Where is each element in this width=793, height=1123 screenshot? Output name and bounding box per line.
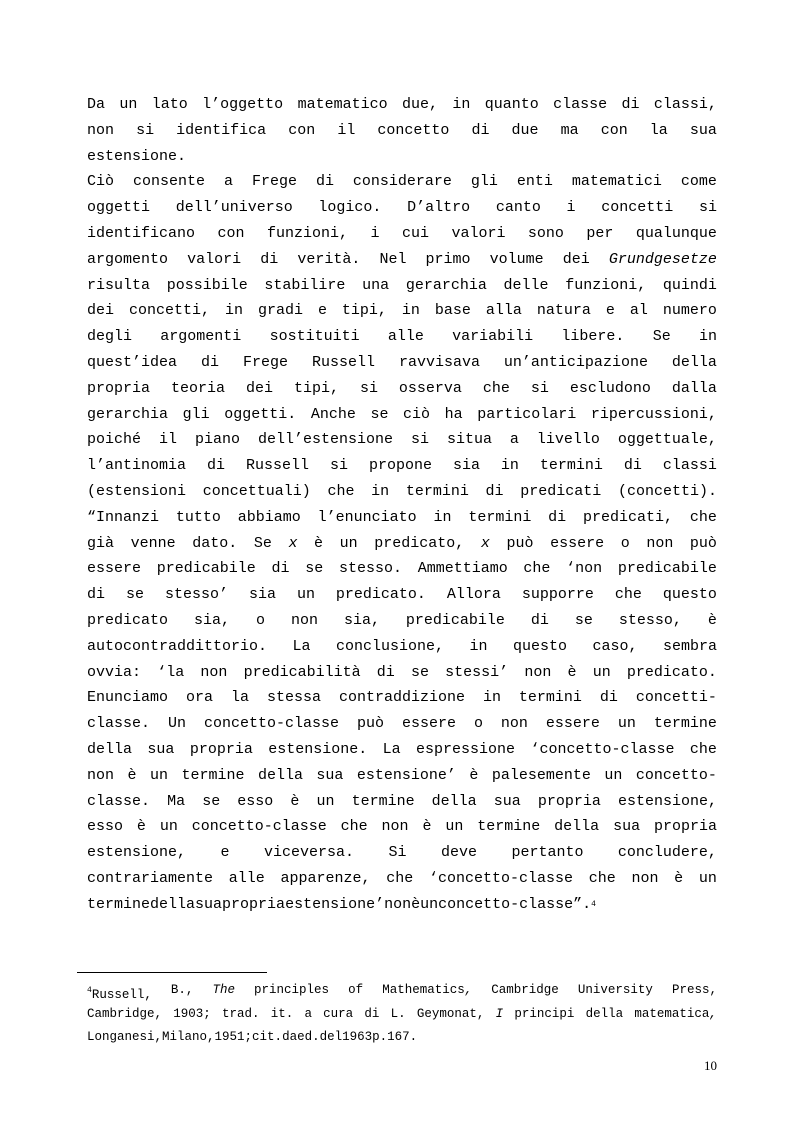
body-line: predicato sia, o non sia, predicabile di se stesso, è — [87, 611, 717, 629]
body-line: gerarchia gli oggetti. Anche se ciò ha particolari ripercussioni, — [87, 405, 717, 423]
body-line: non è un termine della sua estensione’ è palesemente un concetto- — [87, 766, 717, 784]
footnote-line: Cambridge, 1903; trad. it. a cura di L. Geymonat, I principi della matematica, — [87, 1006, 717, 1021]
body-line: oggetti dell’universo logico. D’altro canto i concetti si — [87, 199, 717, 217]
body-line: quest’idea di Frege Russell ravvisava un’anticipazione della — [87, 353, 717, 371]
body-text — [87, 92, 717, 918]
body-line: “Innanzi tutto abbiamo l’enunciato in termini di predicati, che — [87, 508, 717, 526]
body-line: essere predicabile di se stesso. Ammettiamo che ‘non predicabile — [87, 560, 717, 578]
body-line: degli argomenti sostituiti alle variabili libere. Se in — [87, 328, 717, 346]
body-line: contrariamente alle apparenze, che ‘concetto-classe che non è un — [87, 869, 717, 887]
body-line: ovvia: ‘la non predicabilità di se stessi’ non è un predicato. — [87, 663, 717, 681]
body-line: Da un lato l’oggetto matematico due, in quanto classe di classi, — [87, 96, 717, 113]
body-line: propria teoria dei tipi, si osserva che si escludono dalla — [87, 379, 717, 397]
footnote-line: Longanesi, Milano, 1951; cit. da ed. del 1963 p. 167. — [87, 1030, 418, 1044]
footnote-separator — [77, 972, 267, 973]
body-line: già venne dato. Se x è un predicato, x può essere o non può — [87, 534, 717, 552]
body-line: Enunciamo ora la stessa contraddizione in termini di concetti- — [87, 689, 717, 707]
body-line: termine della sua propria estensione’ non è un concetto-classe”. 4 — [87, 892, 717, 918]
body-line: non si identifica con il concetto di due ma con la sua — [87, 121, 717, 139]
body-line: dei concetti, in gradi e tipi, in base alla natura e al numero — [87, 302, 717, 320]
body-line: identificano con funzioni, i cui valori sono per qualunque — [87, 224, 717, 242]
footnote-marker: 4 — [87, 986, 92, 995]
body-line: autocontraddittorio. La conclusione, in questo caso, sembra — [87, 637, 717, 655]
footnote-reference[interactable]: 4 — [591, 899, 596, 909]
body-line: della sua propria estensione. La espressione ‘concetto-classe che — [87, 740, 717, 758]
body-line: risulta possibile stabilire una gerarchia delle funzioni, quindi — [87, 276, 717, 294]
footnote — [87, 979, 717, 1050]
body-line: Ciò consente a Frege di considerare gli enti matematici come — [87, 173, 717, 191]
body-line: classe. Ma se esso è un termine della sua propria estensione, — [87, 792, 717, 810]
body-line: estensione, e viceversa. Si deve pertanto concludere, — [87, 844, 717, 862]
body-line: argomento valori di verità. Nel primo volume dei Grundgesetze — [87, 250, 717, 268]
body-line: (estensioni concettuali) che in termini di predicati (concetti). — [87, 482, 717, 500]
body-line: poiché il piano dell’estensione si situa a livello oggettuale, — [87, 431, 717, 449]
body-line: estensione. — [87, 147, 187, 165]
footnote-line: $^4$Russell, B., The principles of Mathematics, Cambridge University Press, — [87, 983, 717, 1002]
page-number: 10 — [704, 1058, 717, 1073]
body-line: di se stesso’ sia un predicato. Allora supporre che questo — [87, 586, 717, 604]
body-line: esso è un concetto-classe che non è un termine della sua propria — [87, 818, 717, 836]
body-line: l’antinomia di Russell si propone sia in termini di classi — [87, 457, 717, 475]
body-line: classe. Un concetto-classe può essere o non essere un termine — [87, 715, 717, 733]
